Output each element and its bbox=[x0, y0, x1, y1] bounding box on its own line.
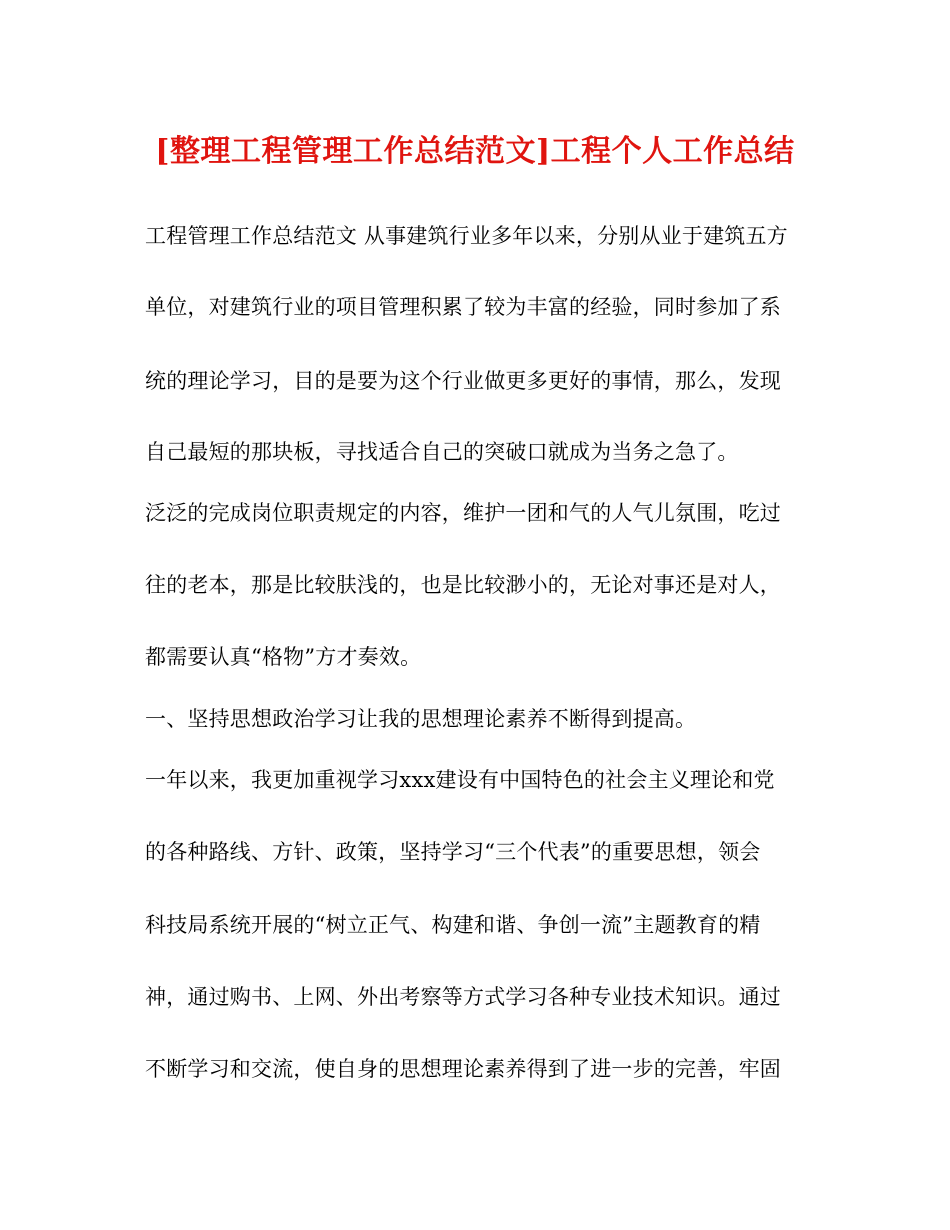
paragraph-line: 的各种路线、方针、政策，坚持学习“三个代表”的重要思想，领会 bbox=[145, 840, 761, 864]
paragraph-line: 科技局系统开展的“树立正气、构建和谐、争创一流”主题教育的精 bbox=[145, 913, 761, 937]
paragraph-line: 自己最短的那块板，寻找适合自己的突破口就成为当务之急了。 bbox=[145, 440, 739, 464]
paragraph-line: 一年以来，我更加重视学习xxx建设有中国特色的社会主义理论和党 bbox=[145, 768, 775, 792]
paragraph-line: 统的理论学习，目的是要为这个行业做更多更好的事情，那么，发现 bbox=[145, 369, 781, 393]
paragraph-line: 都需要认真“格物”方才奏效。 bbox=[145, 645, 422, 669]
paragraph-line: 工程管理工作总结范文 从事建筑行业多年以来，分别从业于建筑五方 bbox=[145, 224, 788, 248]
paragraph-line: 泛泛的完成岗位职责规定的内容，维护一团和气的人气儿氛围，吃过 bbox=[145, 501, 781, 525]
paragraph-line: 往的老本，那是比较肤浅的，也是比较渺小的，无论对事还是对人， bbox=[145, 573, 781, 597]
paragraph-line: 神，通过购书、上网、外出考察等方式学习各种专业技术知识。通过 bbox=[145, 985, 781, 1009]
document-title: [整理工程管理工作总结范文]工程个人工作总结 bbox=[155, 134, 795, 169]
paragraph-line: 单位，对建筑行业的项目管理积累了较为丰富的经验，同时参加了系 bbox=[145, 295, 781, 319]
paragraph-line: 不断学习和交流，使自身的思想理论素养得到了进一步的完善，牢固 bbox=[145, 1057, 781, 1081]
section-heading: 一、坚持思想政治学习让我的思想理论素养不断得到提高。 bbox=[145, 707, 697, 731]
